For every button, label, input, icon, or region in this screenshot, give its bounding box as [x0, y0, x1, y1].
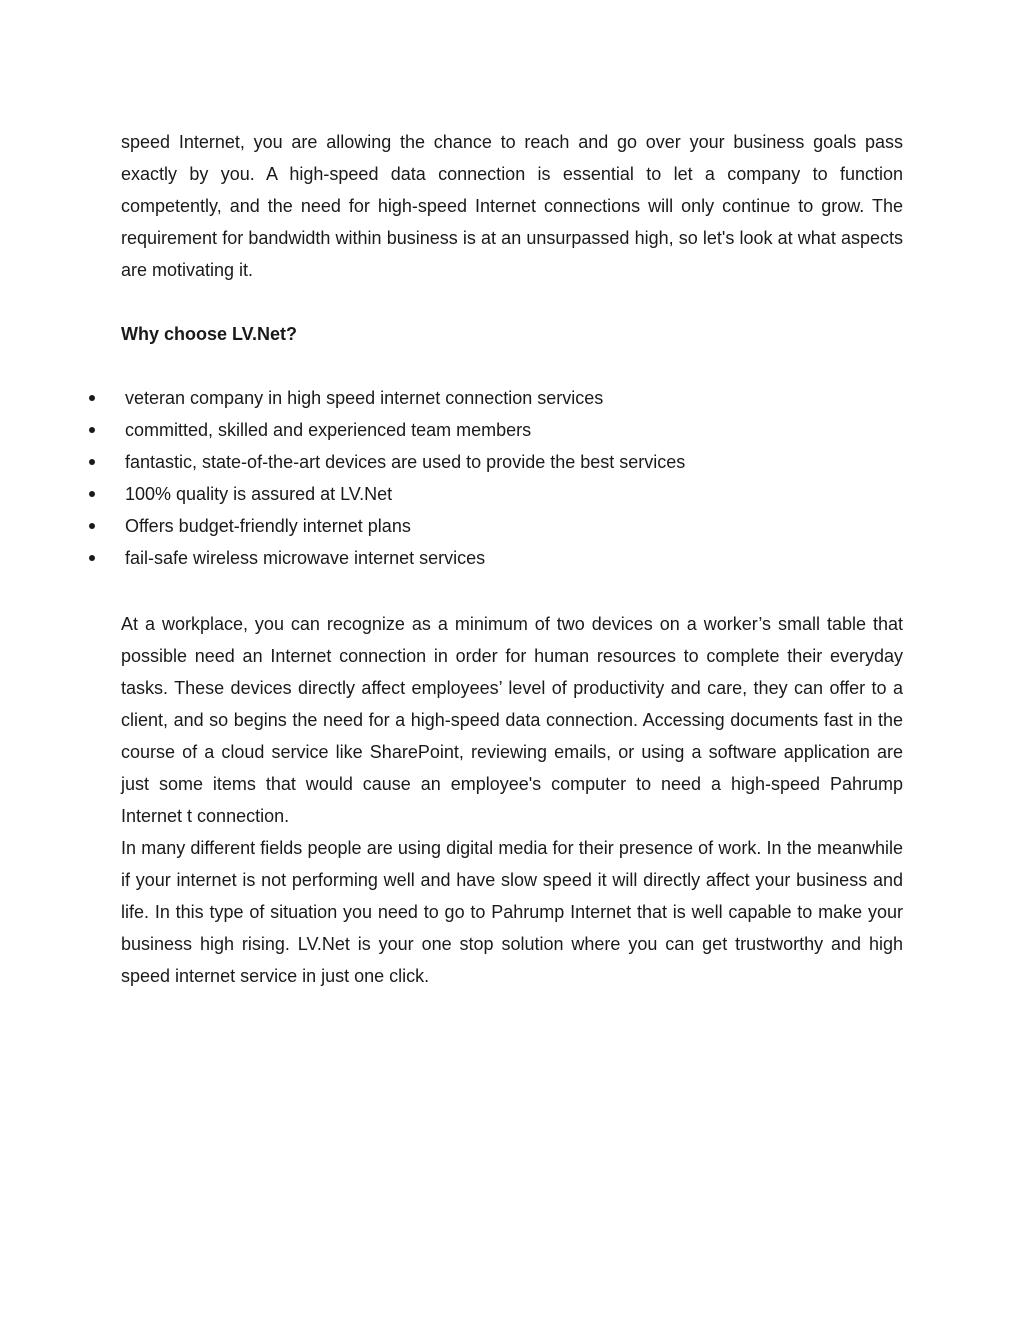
feature-list [0, 382, 1024, 574]
list-item-text: committed, skilled and experienced team members [125, 420, 532, 440]
intro-paragraph: speed Internet, you are allowing the chance to reach and go over your business goals pass exactly by you. A high-speed data connection is essential to let a company to function competently, and the need for high-speed Internet connections will only continue to grow. The requirement for bandwidth within business is at an unsurpassed high, so let's look at what aspects are motivating it. [121, 132, 903, 280]
list-item [0, 382, 1024, 414]
bullet-icon [89, 555, 95, 561]
list-item-text: fantastic, state-of-the-art devices are used to provide the best services [125, 452, 686, 472]
list-item-text: Offers budget-friendly internet plans [125, 516, 411, 536]
workplace-paragraph: At a workplace, you can recognize as a minimum of two devices on a worker’s small table that possible need an Internet connection in order for human resources to complete their everyday tasks. These devices directly affect employees’ level of productivity and care, they can offer to a client, and so begins the need for a high-speed data connection. Accessing documents fast in the course of a cloud service like SharePoint, reviewing emails, or using a software application are just some items that would cause an employee's computer to need a high-speed Pahrump Internet t connection. [121, 614, 903, 826]
list-item [0, 446, 1024, 478]
list-item [0, 542, 1024, 574]
list-item [0, 478, 1024, 510]
bullet-icon [89, 427, 95, 433]
list-item [0, 414, 1024, 446]
list-item-text: veteran company in high speed internet connection services [125, 388, 604, 408]
list-item-text: 100% quality is assured at LV.Net [125, 484, 393, 504]
bullet-icon [89, 395, 95, 401]
bullet-icon [89, 459, 95, 465]
bullet-icon [89, 523, 95, 529]
section-heading: Why choose LV.Net? [121, 324, 298, 344]
list-item-text: fail-safe wireless microwave internet services [125, 548, 486, 568]
closing-paragraph: In many different fields people are using digital media for their presence of work. In the meanwhile if your internet is not performing well and have slow speed it will directly affect your business and life. In this type of situation you need to go to Pahrump Internet that is well capable to make your business high rising. LV.Net is your one stop solution where you can get trustworthy and high speed internet service in just one click. [121, 838, 903, 986]
bullet-icon [89, 491, 95, 497]
list-item [0, 510, 1024, 542]
